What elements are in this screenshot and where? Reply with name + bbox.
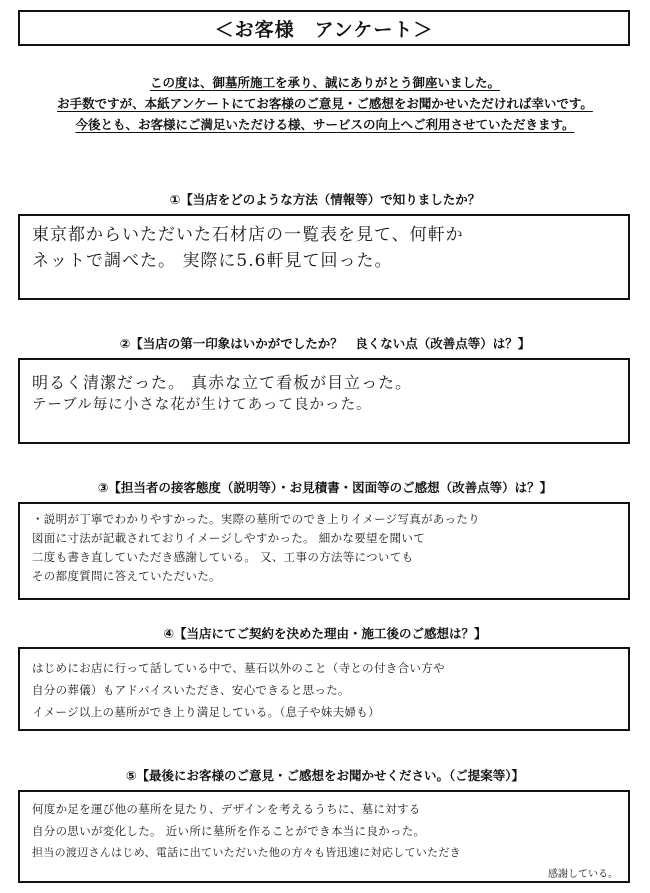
question-2-label: ②【当店の第一印象はいかがでしたか？ 良くない点（改善点等）は？】 [119,336,531,351]
answer-2-line-1: 明るく清潔だった。 真赤な立て看板が目立った。 [32,373,413,392]
answer-box-5 [18,790,630,883]
answer-4-line-1: はじめにお店に行って話している中で、墓石以外のこと（寺との付き合い方や [32,661,445,675]
question-3-label: ③【担当者の接客態度（説明等）・お見積書・図面等のご感想（改善点等）は？】 [97,480,553,495]
answer-4-line-2: 自分の葬儀）もアドバイスいただき、安心できると思った。 [32,683,350,697]
answer-3-line-2: 図面に寸法が記載されておりイメージしやすかった。 細かな要望を聞いて [32,531,426,545]
answer-5-line-1: 何度か足を運び他の墓所を見たり、デザインを考えるうちに、墓に対する [32,802,421,816]
answer-5-tail: 感謝している。 [548,869,618,880]
answer-1-line-1: 東京都からいただいた石材店の一覧表を見て、何軒か [32,225,464,245]
answer-3-line-3: 二度も書き直していただき感謝している。 又、工事の方法等についても [32,550,414,564]
answer-box-3 [18,502,630,600]
answer-2-line-2: テーブル毎に小さな花が生けてあって良かった。 [32,397,372,413]
survey-title: ＜お客様 アンケート＞ [18,10,630,46]
question-4-label: ④【当店にてご契約を決めた理由・施工後のご感想は？】 [163,626,487,641]
question-5-label: ⑤【最後にお客様のご意見・ご感想をお聞かせください。（ご提案等）】 [125,768,525,783]
answer-3-line-1: ・説明が丁寧でわかりやすかった。実際の墓所でのでき上りイメージ写真があったり [32,512,480,526]
answer-box-4 [18,647,630,731]
question-1-label: ①【当店をどのような方法（情報等）で知りましたか？ [169,192,481,207]
answer-5-line-3: 担当の渡辺さんはじめ、電話に出ていただいた他の方々も皆迅速に対応していただき [32,846,461,859]
answer-5-line-2: 自分の思いが変化した。 近い所に墓所を作ることができ本当に良かった。 [32,824,426,838]
intro-line-2: お手数ですが、本紙アンケートにてお客様のご意見・ご感想をお聞かせいただければ幸いです。 [57,96,593,111]
answer-1-line-2: ネットで調べた。 実際に5.6軒見て回った。 [32,251,393,271]
answer-box-1 [18,214,630,300]
answer-box-2 [18,358,630,444]
intro-text [20,72,630,135]
answer-3-line-4: その都度質問に答えていただいた。 [32,569,221,583]
answer-4-line-3: イメージ以上の墓所ができ上り満足している。（息子や妹夫婦も） [32,705,380,719]
intro-line-3: 今後とも、お客様にご満足いただける様、サービスの向上へご利用させていただきます。 [75,117,575,132]
intro-line-1: この度は、御墓所施工を承り、誠にありがとう御座いました。 [149,75,500,90]
